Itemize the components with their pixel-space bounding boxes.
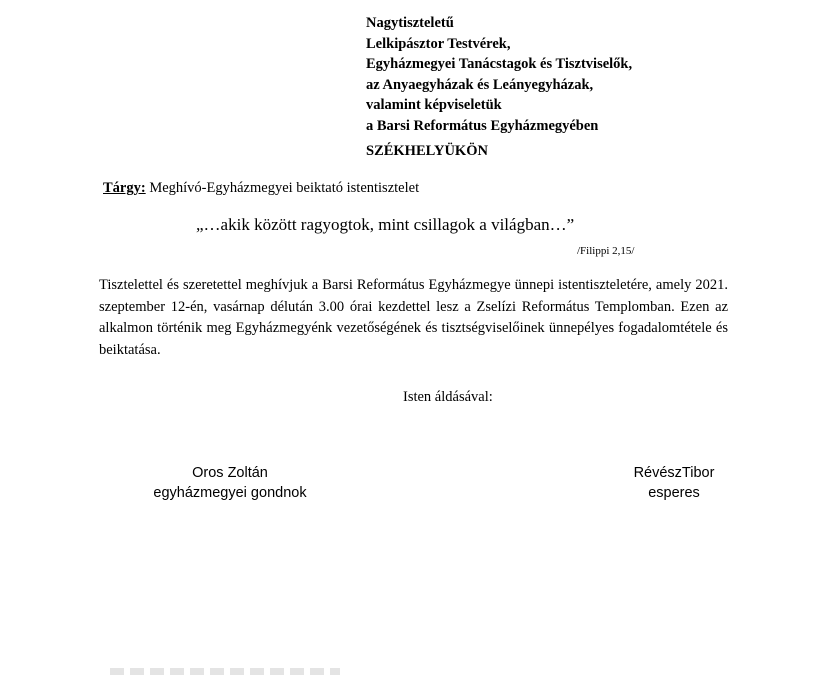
- signer-title: egyházmegyei gondnok: [153, 485, 307, 501]
- signer-name: RévészTibor: [633, 465, 715, 481]
- motto-reference: /Filippi 2,15/: [577, 245, 635, 257]
- subject-line: [103, 180, 419, 197]
- addressee-line: valamint képviseletük: [366, 97, 502, 113]
- addressee-line: a Barsi Református Egyházmegyében: [366, 117, 599, 134]
- addressee-block: [366, 13, 632, 136]
- subject-label: Tárgy:: [103, 180, 146, 196]
- closing-blessing: Isten áldásával:: [403, 389, 493, 405]
- footer-cutoff-text: [110, 668, 340, 675]
- addressee-line: Egyházmegyei Tanácstagok és Tisztviselők,: [366, 56, 633, 72]
- addressee-line: Lelkipásztor Testvérek,: [366, 35, 511, 52]
- signer-title: esperes: [648, 485, 700, 501]
- invitation-paragraph: Tisztelettel és szeretettel meghívjuk a Barsi Református Egyházmegye ünnepi istentiszteletére, amely 2021. szeptember 12-én, vasárnap délután 3.00 órai kezdettel lesz a Zselízi Református Templomban. Ezen az alkalmon történik meg Egyházmegyénk vezetőségének és tisztségviselőinek ünnepélyes fogadalomtétele és beiktatása.: [99, 277, 728, 358]
- addressee-line: az Anyaegyházak és Leányegyházak,: [366, 76, 594, 93]
- subject-text: Meghívó-Egyházmegyei beiktató istentisztelet: [145, 180, 420, 196]
- addressee-line: Nagytiszteletű: [366, 15, 454, 31]
- signature-right: [584, 463, 764, 503]
- seat-heading: SZÉKHELYÜKÖN: [366, 143, 488, 159]
- signature-left: [140, 463, 320, 503]
- signer-name: Oros Zoltán: [192, 465, 268, 481]
- motto-quote: „…akik között ragyogtok, mint csillagok a világban…”: [196, 215, 575, 234]
